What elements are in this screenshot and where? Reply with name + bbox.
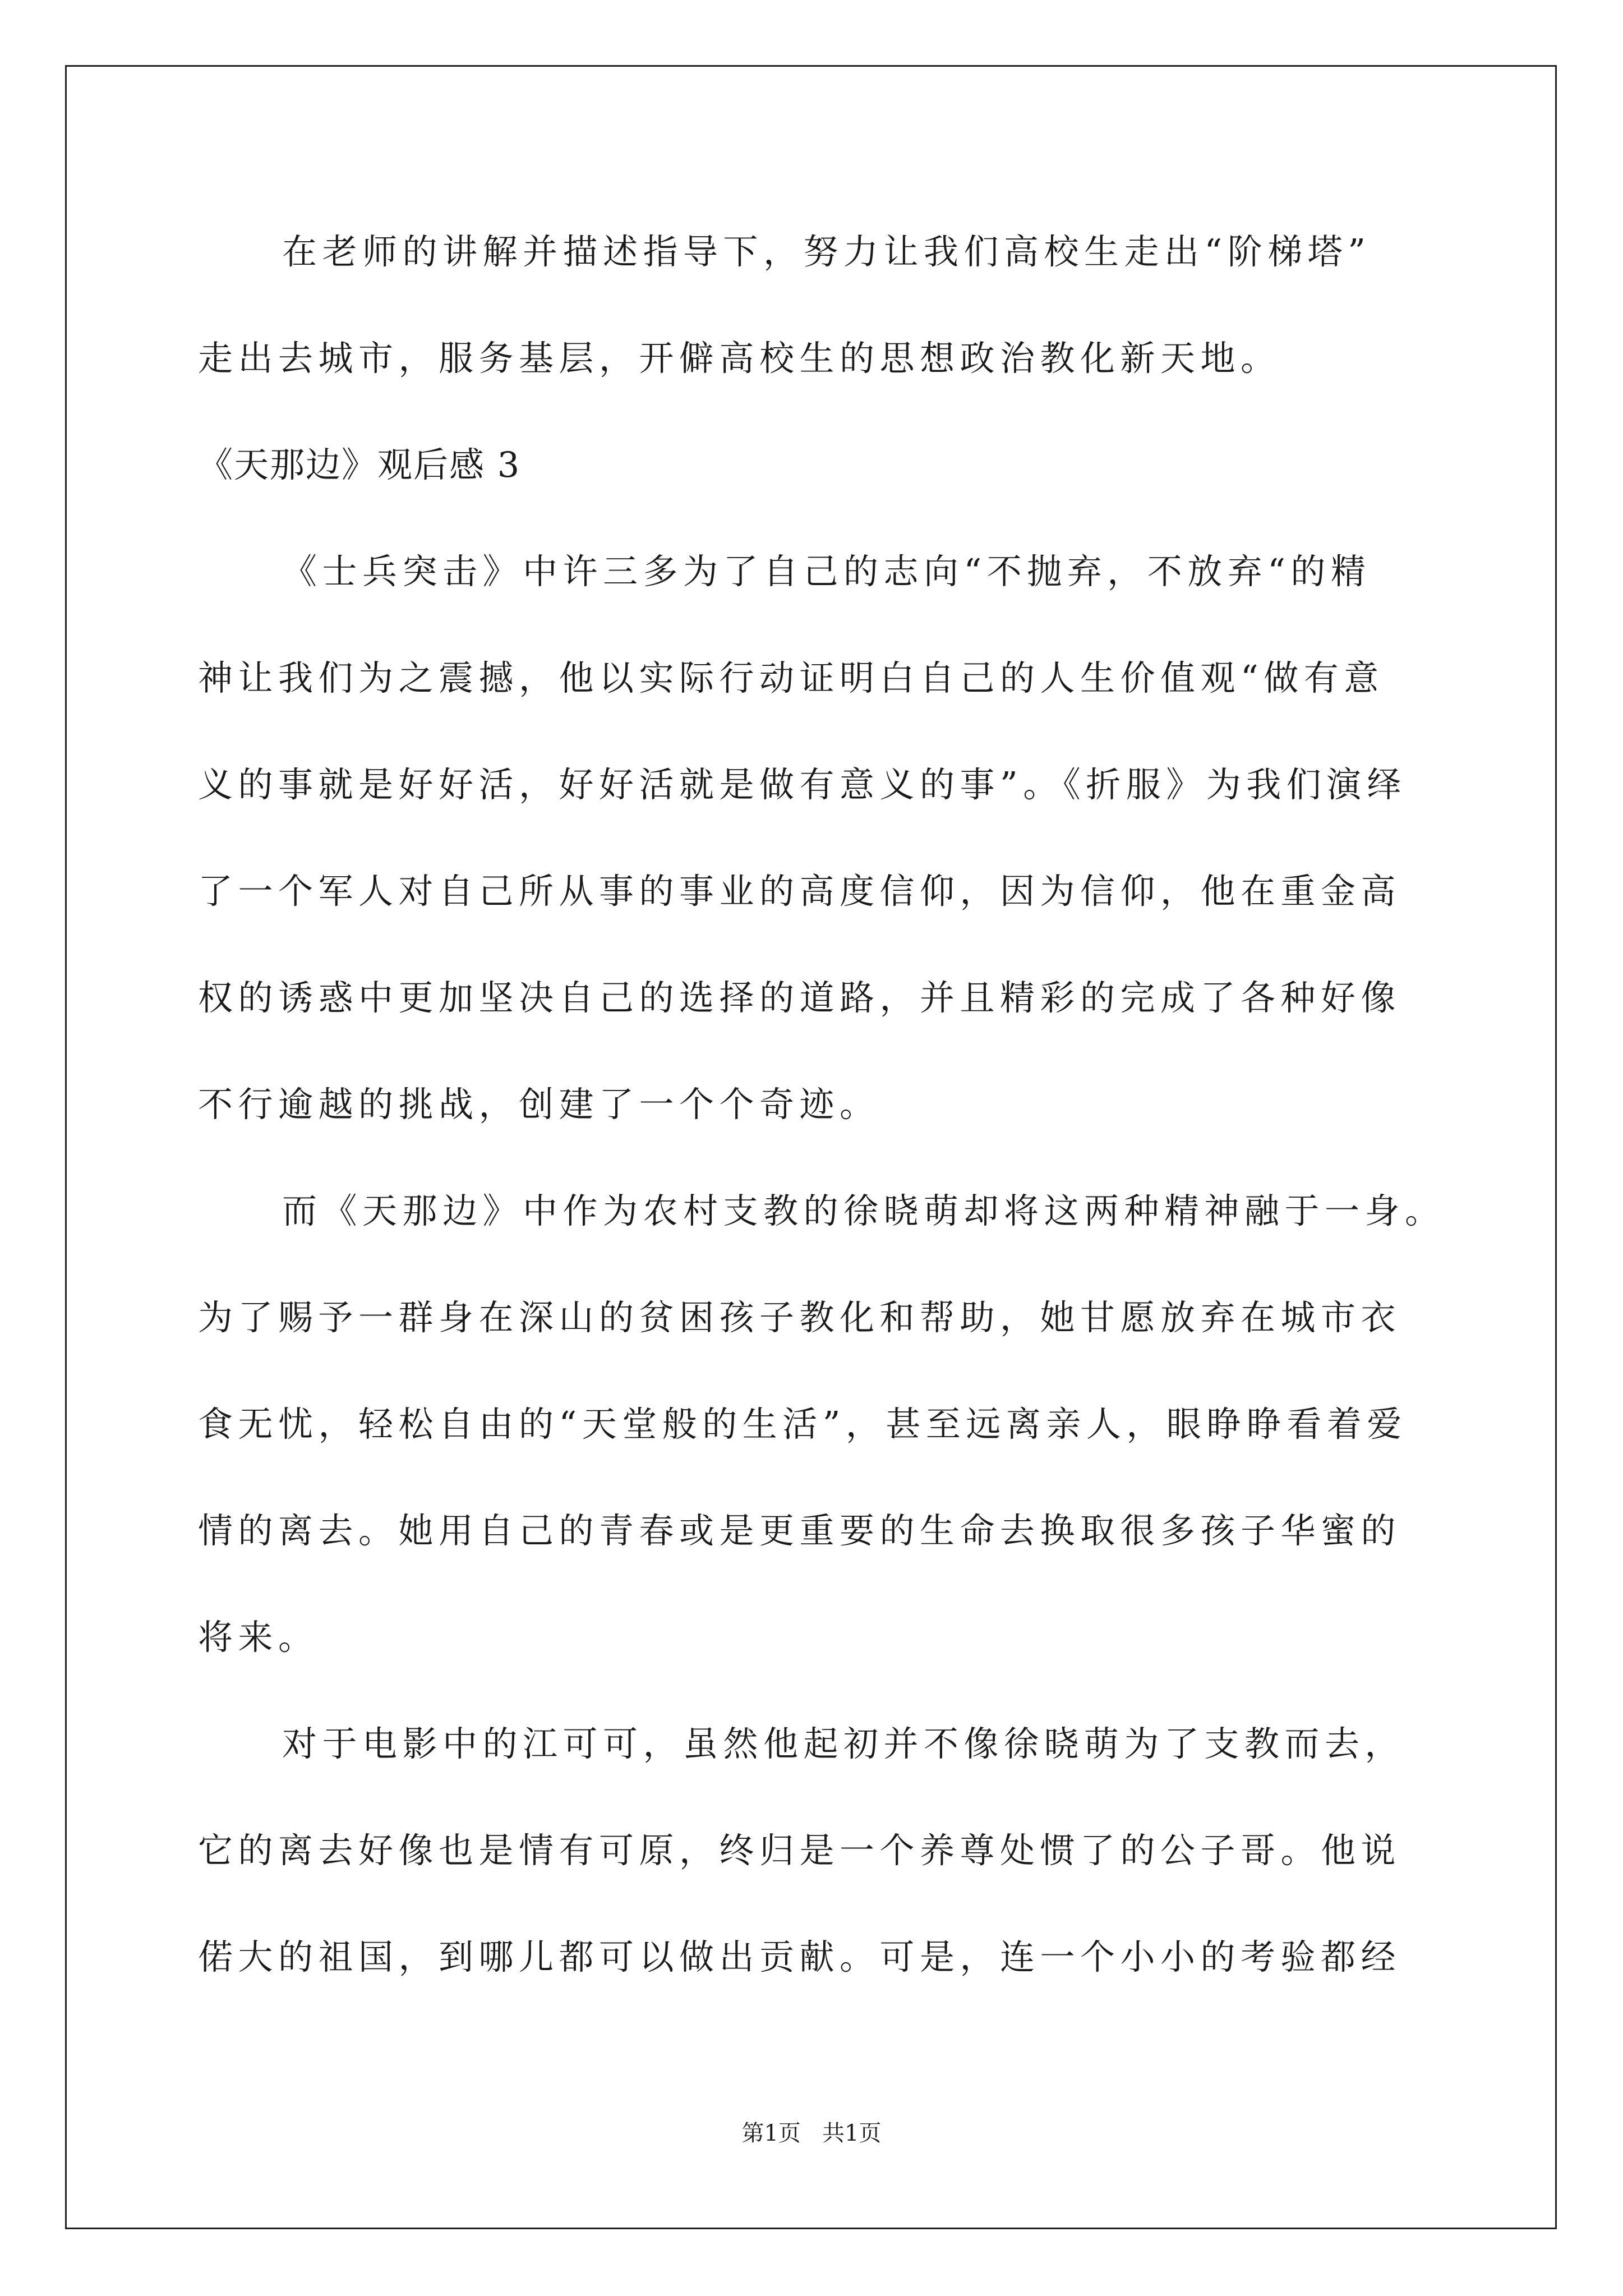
section-heading: 《天那边》观后感 3 (198, 444, 521, 485)
page-border (65, 65, 1557, 2229)
paragraph-line: 将来。 (198, 1617, 319, 1658)
paragraph-line: 《士兵突击》中许三多为了自己的志向“不抛弃，不放弃“的精 (282, 551, 1371, 592)
paragraph-line: 走出去城市，服务基层，开僻高校生的思想政治教化新天地。 (198, 338, 1281, 379)
paragraph-line: 它的离去好像也是情有可原，终归是一个养尊处惯了的公子哥。他说 (198, 1830, 1401, 1871)
paragraph-line: 对于电影中的江可可，虽然他起初并不像徐晓萌为了支教而去， (282, 1723, 1405, 1764)
paragraph-line: 而《天那边》中作为农村支教的徐晓萌却将这两种精神融于一身。 (282, 1190, 1445, 1231)
paragraph-line: 了一个军人对自己所从事的事业的高度信仰，因为信仰，他在重金高 (198, 871, 1401, 912)
paragraph-line: 食无忧，轻松自由的“天堂般的生活”，甚至远离亲人，眼睁睁看着爱 (198, 1404, 1407, 1444)
paragraph-line: 不行逾越的挑战，创建了一个个奇迹。 (198, 1084, 880, 1125)
paragraph-line: 情的离去。她用自己的青春或是更重要的生命去换取很多孩子华蜜的 (198, 1510, 1401, 1551)
paragraph-line: 神让我们为之震撼，他以实际行动证明白自己的人生价值观“做有意 (198, 657, 1384, 698)
paragraph-line: 在老师的讲解并描述指导下，努力让我们高校生走出“阶梯塔” (282, 231, 1371, 272)
paragraph-line: 为了赐予一群身在深山的贫困孩子教化和帮助，她甘愿放弃在城市衣 (198, 1297, 1401, 1338)
paragraph-line: 偌大的祖国，到哪儿都可以做出贡献。可是，连一个小小的考验都经 (198, 1936, 1401, 1977)
paragraph-line: 义的事就是好好活，好好活就是做有意义的事”。《折服》为我们演绎 (198, 764, 1407, 805)
page-number-footer: 第1页 共1页 (741, 2120, 882, 2146)
paragraph-line: 权的诱惑中更加坚决自己的选择的道路，并且精彩的完成了各种好像 (198, 977, 1401, 1018)
